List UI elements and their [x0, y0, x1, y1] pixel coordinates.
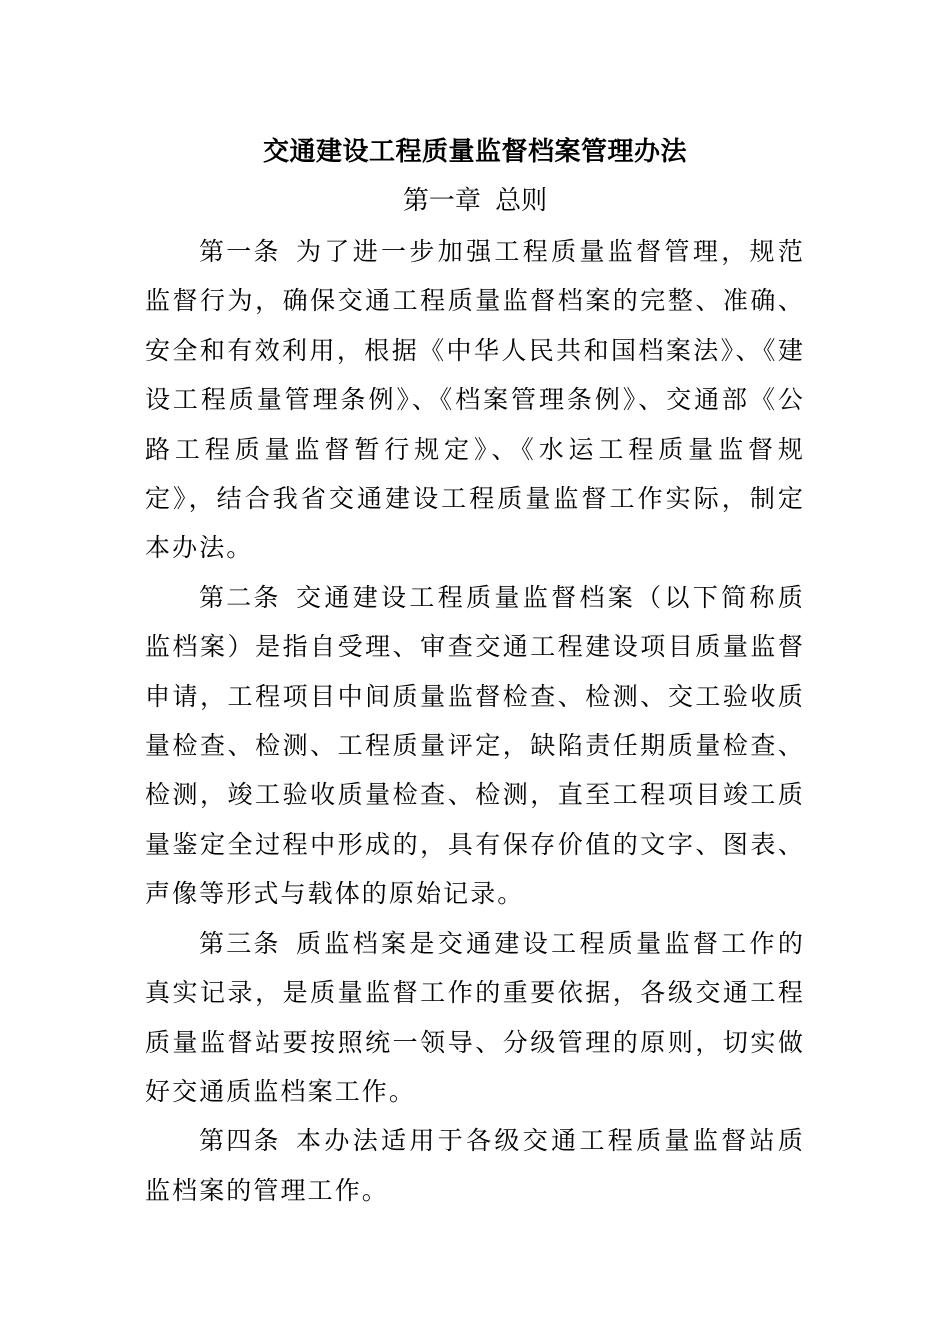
- article-3: [145, 919, 805, 1117]
- article-label: 第二条: [199, 582, 281, 612]
- article-text: 质监档案是交通建设工程质量监督工作的真实记录，是质量监督工作的重要依据，各级交通工程质量监督站要按照统一领导、分级管理的原则，切实做好交通质监档案工作。: [145, 928, 805, 1106]
- chapter-heading: 第一章 总则: [402, 186, 548, 216]
- article-2: [145, 573, 805, 919]
- document-title: 交通建设工程质量监督档案管理办法: [262, 137, 687, 167]
- article-label: 第一条: [199, 237, 281, 266]
- document-body: [145, 227, 805, 1215]
- article-1: [145, 227, 805, 573]
- article-text: 为了进一步加强工程质量监督管理，规范监督行为，确保交通工程质量监督档案的完整、准确、安全和有效利用，根据《中华人民共和国档案法》、《建设工程质量管理条例》、《档案管理条例》、交通部《公路工程质量监督暂行规定》、《水运工程质量监督规定》，结合我省交通建设工程质量监督工作实际，制定本办法。: [145, 237, 805, 563]
- article-text: 本办法适用于各级交通工程质量监督站质监档案的管理工作。: [145, 1126, 805, 1205]
- article-label: 第四条: [199, 1126, 281, 1156]
- article-label: 第三条: [199, 928, 281, 958]
- article-text: 交通建设工程质量监督档案（以下简称质监档案）是指自受理、审查交通工程建设项目质量监督申请，工程项目中间质量监督检查、检测、交工验收质量检查、检测、工程质量评定，缺陷责任期质量检查、检测，竣工验收质量检查、检测，直至工程项目竣工质量鉴定全过程中形成的，具有保存价值的文字、图表、声像等形式与载体的原始记录。: [145, 582, 805, 909]
- article-4: [145, 1116, 805, 1215]
